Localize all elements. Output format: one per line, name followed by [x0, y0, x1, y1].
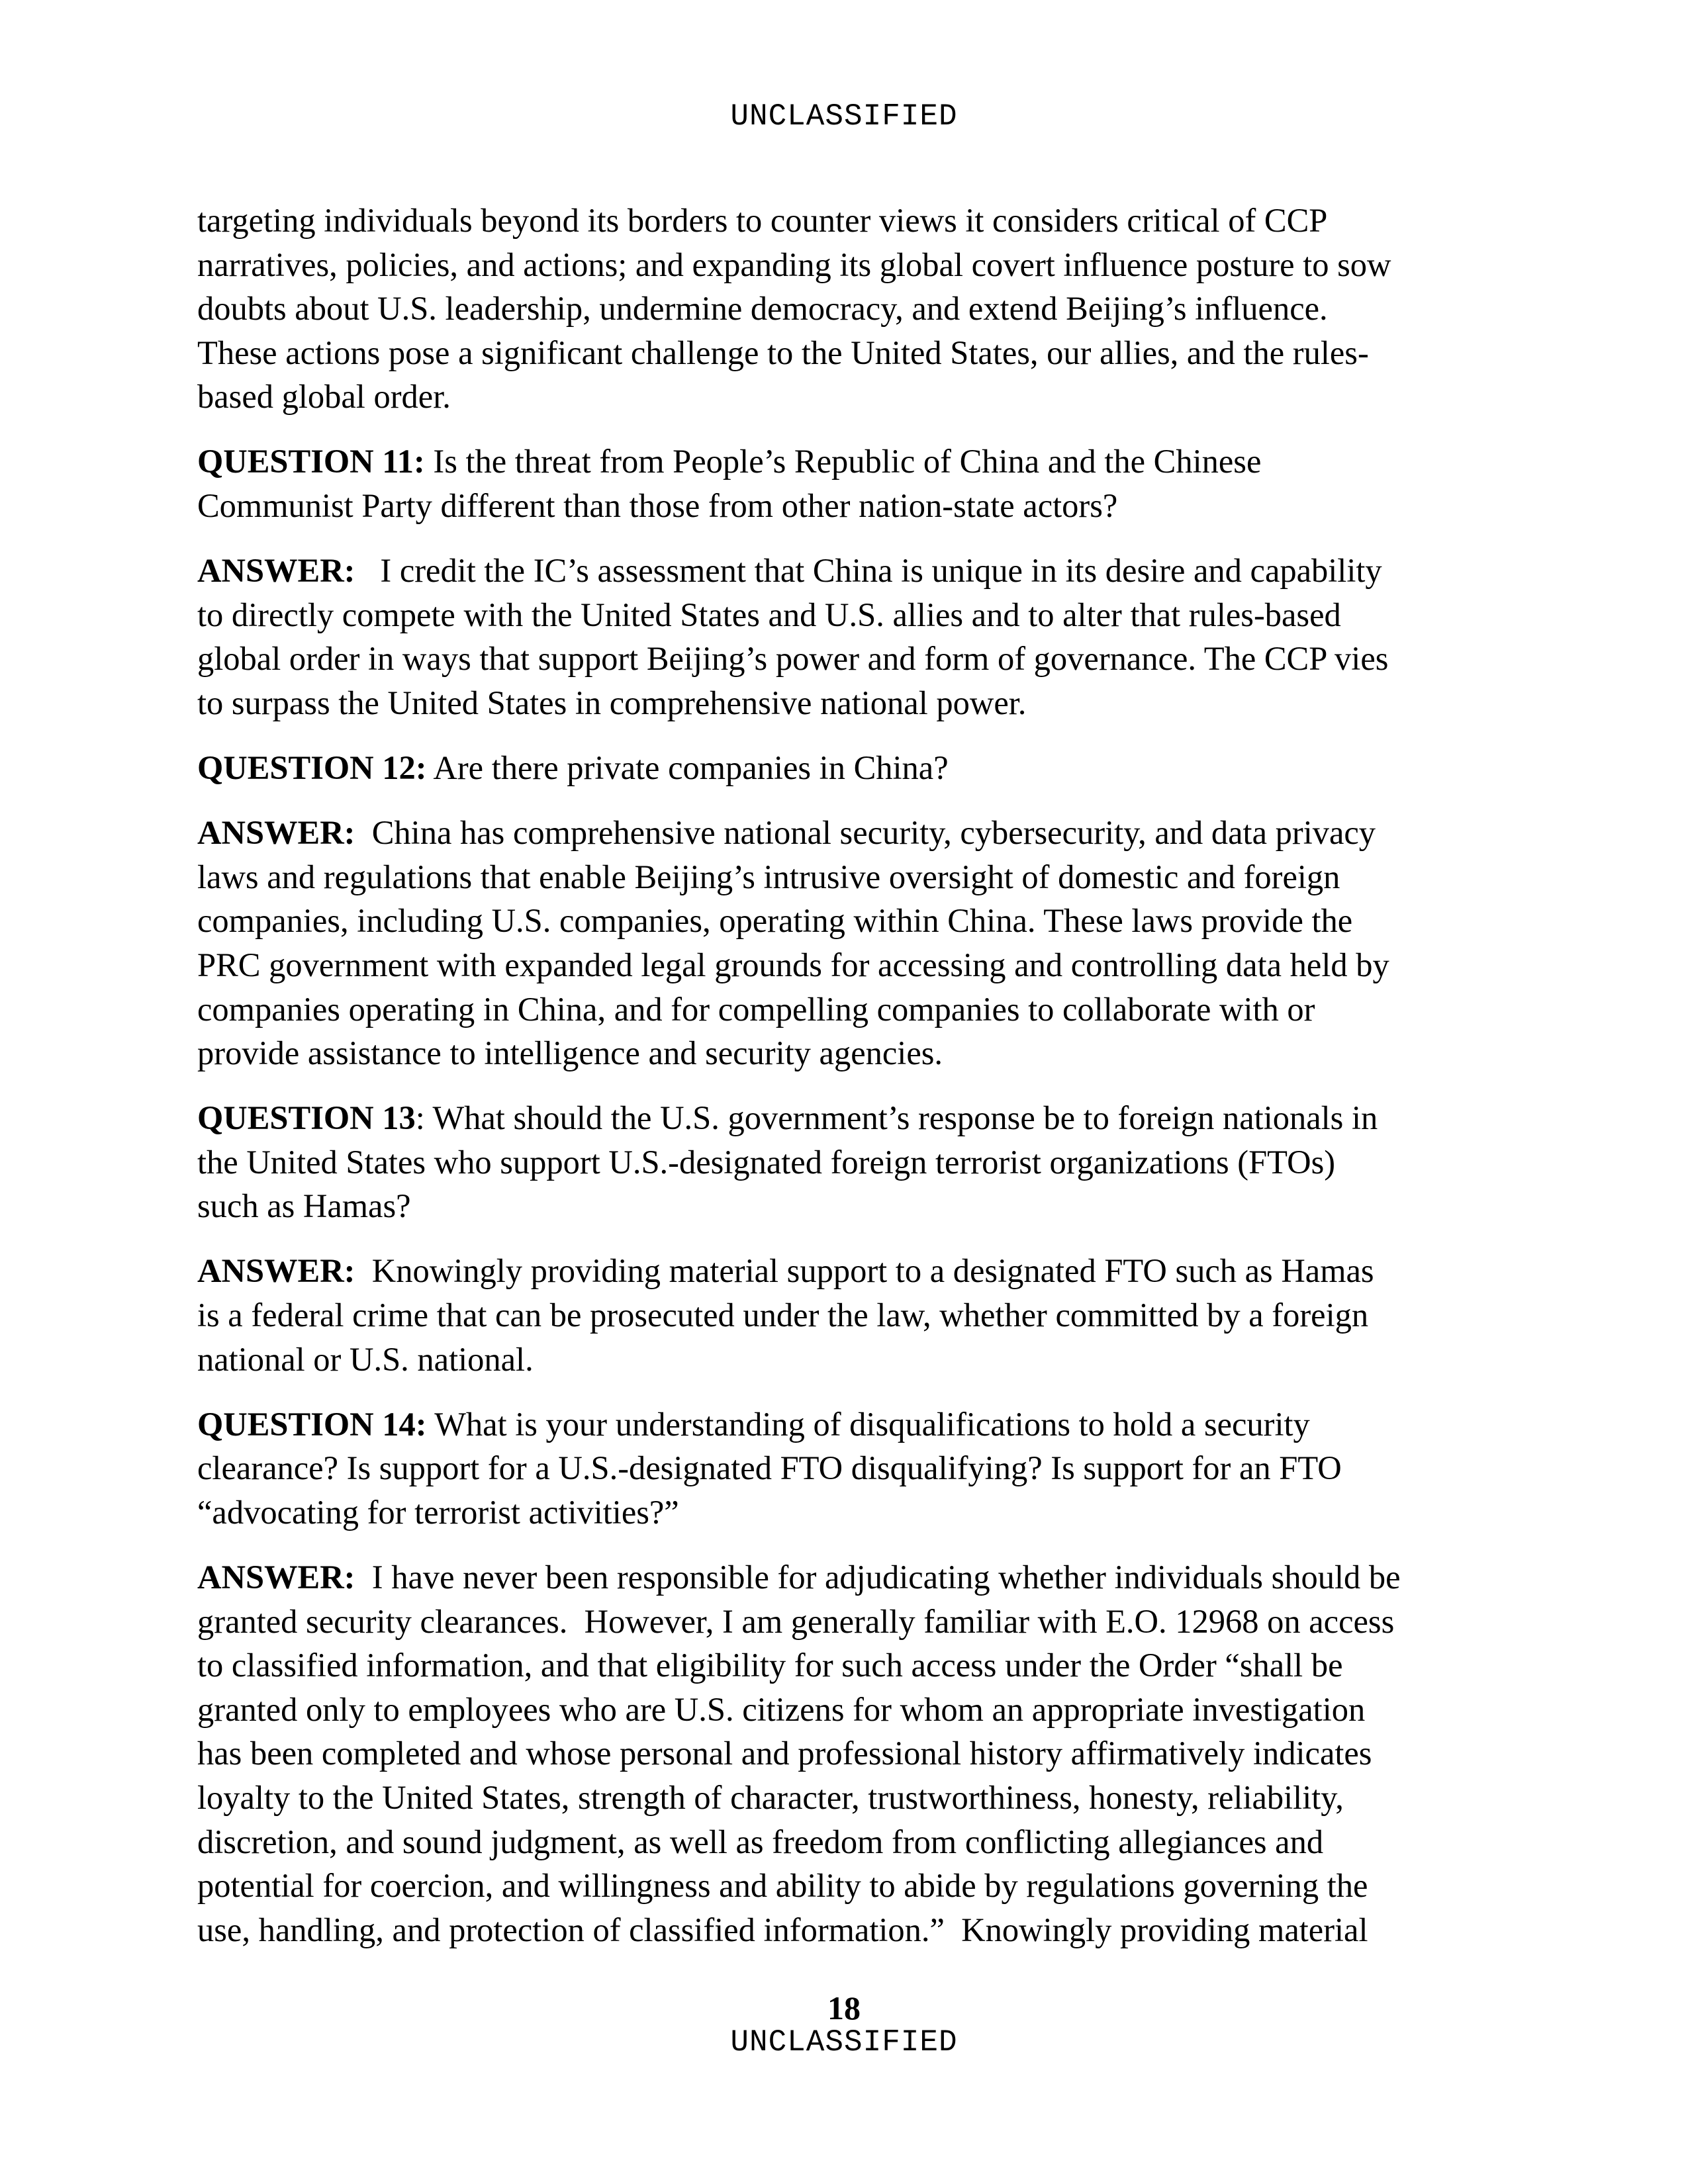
- text-line: [197, 1249, 1521, 1293]
- paragraph-label: QUESTION 14:: [197, 1405, 427, 1443]
- paragraph-label: QUESTION 12:: [197, 749, 427, 787]
- text-line: [197, 1864, 1521, 1908]
- text-line: [197, 1776, 1521, 1820]
- line-text: Are there private companies in China?: [426, 749, 949, 787]
- question-paragraph: [197, 1402, 1521, 1535]
- text-line: [197, 439, 1521, 484]
- line-text: granted only to employees who are U.S. citizens for whom an appropriate investigation: [197, 1690, 1366, 1728]
- document-body: [197, 199, 1521, 1973]
- text-line: [197, 1908, 1521, 1952]
- line-text: has been completed and whose personal and professional history affirmatively indicates: [197, 1735, 1372, 1772]
- line-text: targeting individuals beyond its borders to counter views it considers critical of CCP: [197, 202, 1328, 239]
- paragraph-label: QUESTION 11:: [197, 443, 425, 480]
- text-line: [197, 375, 1521, 419]
- text-line: [197, 484, 1521, 528]
- text-line: [197, 943, 1521, 987]
- text-line: [197, 287, 1521, 331]
- line-text: Knowingly providing material support to a designated FTO such as Hamas: [355, 1252, 1374, 1290]
- question-paragraph: [197, 439, 1521, 527]
- line-text: is a federal crime that can be prosecuted under the law, whether committed by a foreign: [197, 1297, 1369, 1334]
- line-text: to classified information, and that eligibility for such access under the Order “shall be: [197, 1647, 1343, 1684]
- classification-footer: UNCLASSIFIED: [730, 2025, 958, 2060]
- answer-paragraph: [197, 549, 1521, 725]
- paragraph-label: ANSWER:: [197, 552, 355, 590]
- answer-paragraph: [197, 1555, 1521, 1952]
- line-text: What is your understanding of disqualifications to hold a security: [426, 1405, 1310, 1443]
- answer-paragraph: [197, 811, 1521, 1075]
- line-text: companies, including U.S. companies, operating within China. These laws provide the: [197, 902, 1353, 940]
- text-line: [197, 593, 1521, 637]
- line-text: use, handling, and protection of classified information.” Knowingly providing material: [197, 1911, 1368, 1948]
- paragraph-label: ANSWER:: [197, 1252, 355, 1290]
- line-text: such as Hamas?: [197, 1187, 411, 1225]
- line-text: to surpass the United States in comprehensive national power.: [197, 684, 1027, 721]
- text-line: [197, 1820, 1521, 1864]
- paragraph-label: QUESTION 13: [197, 1099, 416, 1137]
- line-text: These actions pose a significant challenge to the United States, our allies, and the rules-: [197, 334, 1369, 371]
- line-text: narratives, policies, and actions; and expanding its global covert influence posture to sow: [197, 246, 1391, 283]
- line-text: PRC government with expanded legal grounds for accessing and controlling data held by: [197, 946, 1389, 983]
- line-text: clearance? Is support for a U.S.-designated FTO disqualifying? Is support for an FTO: [197, 1449, 1342, 1487]
- text-line: [197, 1402, 1521, 1447]
- line-text: Communist Party different than those from other nation-state actors?: [197, 487, 1118, 525]
- text-line: [197, 1293, 1521, 1338]
- text-line: [197, 899, 1521, 943]
- paragraph-label: ANSWER:: [197, 1559, 355, 1596]
- line-text: I have never been responsible for adjudicating whether individuals should be: [355, 1559, 1401, 1596]
- line-text: potential for coercion, and willingness and ability to abide by regulations governing the: [197, 1867, 1368, 1905]
- line-text: discretion, and sound judgment, as well as freedom from conflicting allegiances and: [197, 1823, 1324, 1860]
- text-line: [197, 811, 1521, 855]
- line-text: : What should the U.S. government’s response be to foreign nationals in: [415, 1099, 1378, 1137]
- line-text: to directly compete with the United States and U.S. allies and to alter that rules-based: [197, 596, 1341, 633]
- line-text: national or U.S. national.: [197, 1340, 534, 1378]
- text-line: [197, 1446, 1521, 1490]
- text-line: [197, 1096, 1521, 1140]
- question-paragraph: [197, 746, 1521, 790]
- line-text: global order in ways that support Beijing’s power and form of governance. The CCP vies: [197, 640, 1389, 678]
- text-line: [197, 1688, 1521, 1732]
- text-line: [197, 855, 1521, 899]
- text-line: [197, 331, 1521, 375]
- text-line: [197, 1184, 1521, 1228]
- line-text: China has comprehensive national security, cybersecurity, and data privacy: [355, 814, 1376, 852]
- text-line: [197, 637, 1521, 681]
- text-line: [197, 199, 1521, 243]
- line-text: companies operating in China, and for compelling companies to collaborate with or: [197, 990, 1315, 1028]
- paragraph-label: ANSWER:: [197, 814, 355, 852]
- text-line: [197, 746, 1521, 790]
- line-text: the United States who support U.S.-designated foreign terrorist organizations (FTOs): [197, 1143, 1336, 1181]
- answer-paragraph: [197, 1249, 1521, 1381]
- line-text: I credit the IC’s assessment that China is unique in its desire and capability: [355, 552, 1382, 590]
- line-text: provide assistance to intelligence and security agencies.: [197, 1034, 943, 1072]
- text-line: [197, 1338, 1521, 1382]
- text-line: [197, 681, 1521, 725]
- text-line: [197, 1555, 1521, 1600]
- text-line: [197, 243, 1521, 287]
- line-text: granted security clearances. However, I am generally familiar with E.O. 12968 on access: [197, 1602, 1395, 1640]
- line-text: doubts about U.S. leadership, undermine democracy, and extend Beijing’s influence.: [197, 290, 1328, 328]
- text-line: [197, 987, 1521, 1032]
- line-text: Is the threat from People’s Republic of China and the Chinese: [424, 443, 1262, 480]
- text-line: [197, 549, 1521, 593]
- text-paragraph: [197, 199, 1521, 419]
- text-line: [197, 1600, 1521, 1644]
- text-line: [197, 1731, 1521, 1776]
- text-line: [197, 1031, 1521, 1075]
- question-paragraph: [197, 1096, 1521, 1228]
- classification-header: UNCLASSIFIED: [730, 99, 958, 134]
- text-line: [197, 1140, 1521, 1185]
- line-text: “advocating for terrorist activities?”: [197, 1493, 679, 1531]
- page-number: 18: [827, 1989, 861, 2026]
- line-text: based global order.: [197, 378, 451, 416]
- text-line: [197, 1643, 1521, 1688]
- text-line: [197, 1490, 1521, 1535]
- line-text: laws and regulations that enable Beijing’s intrusive oversight of domestic and foreign: [197, 858, 1340, 895]
- line-text: loyalty to the United States, strength of character, trustworthiness, honesty, reliability,: [197, 1779, 1344, 1816]
